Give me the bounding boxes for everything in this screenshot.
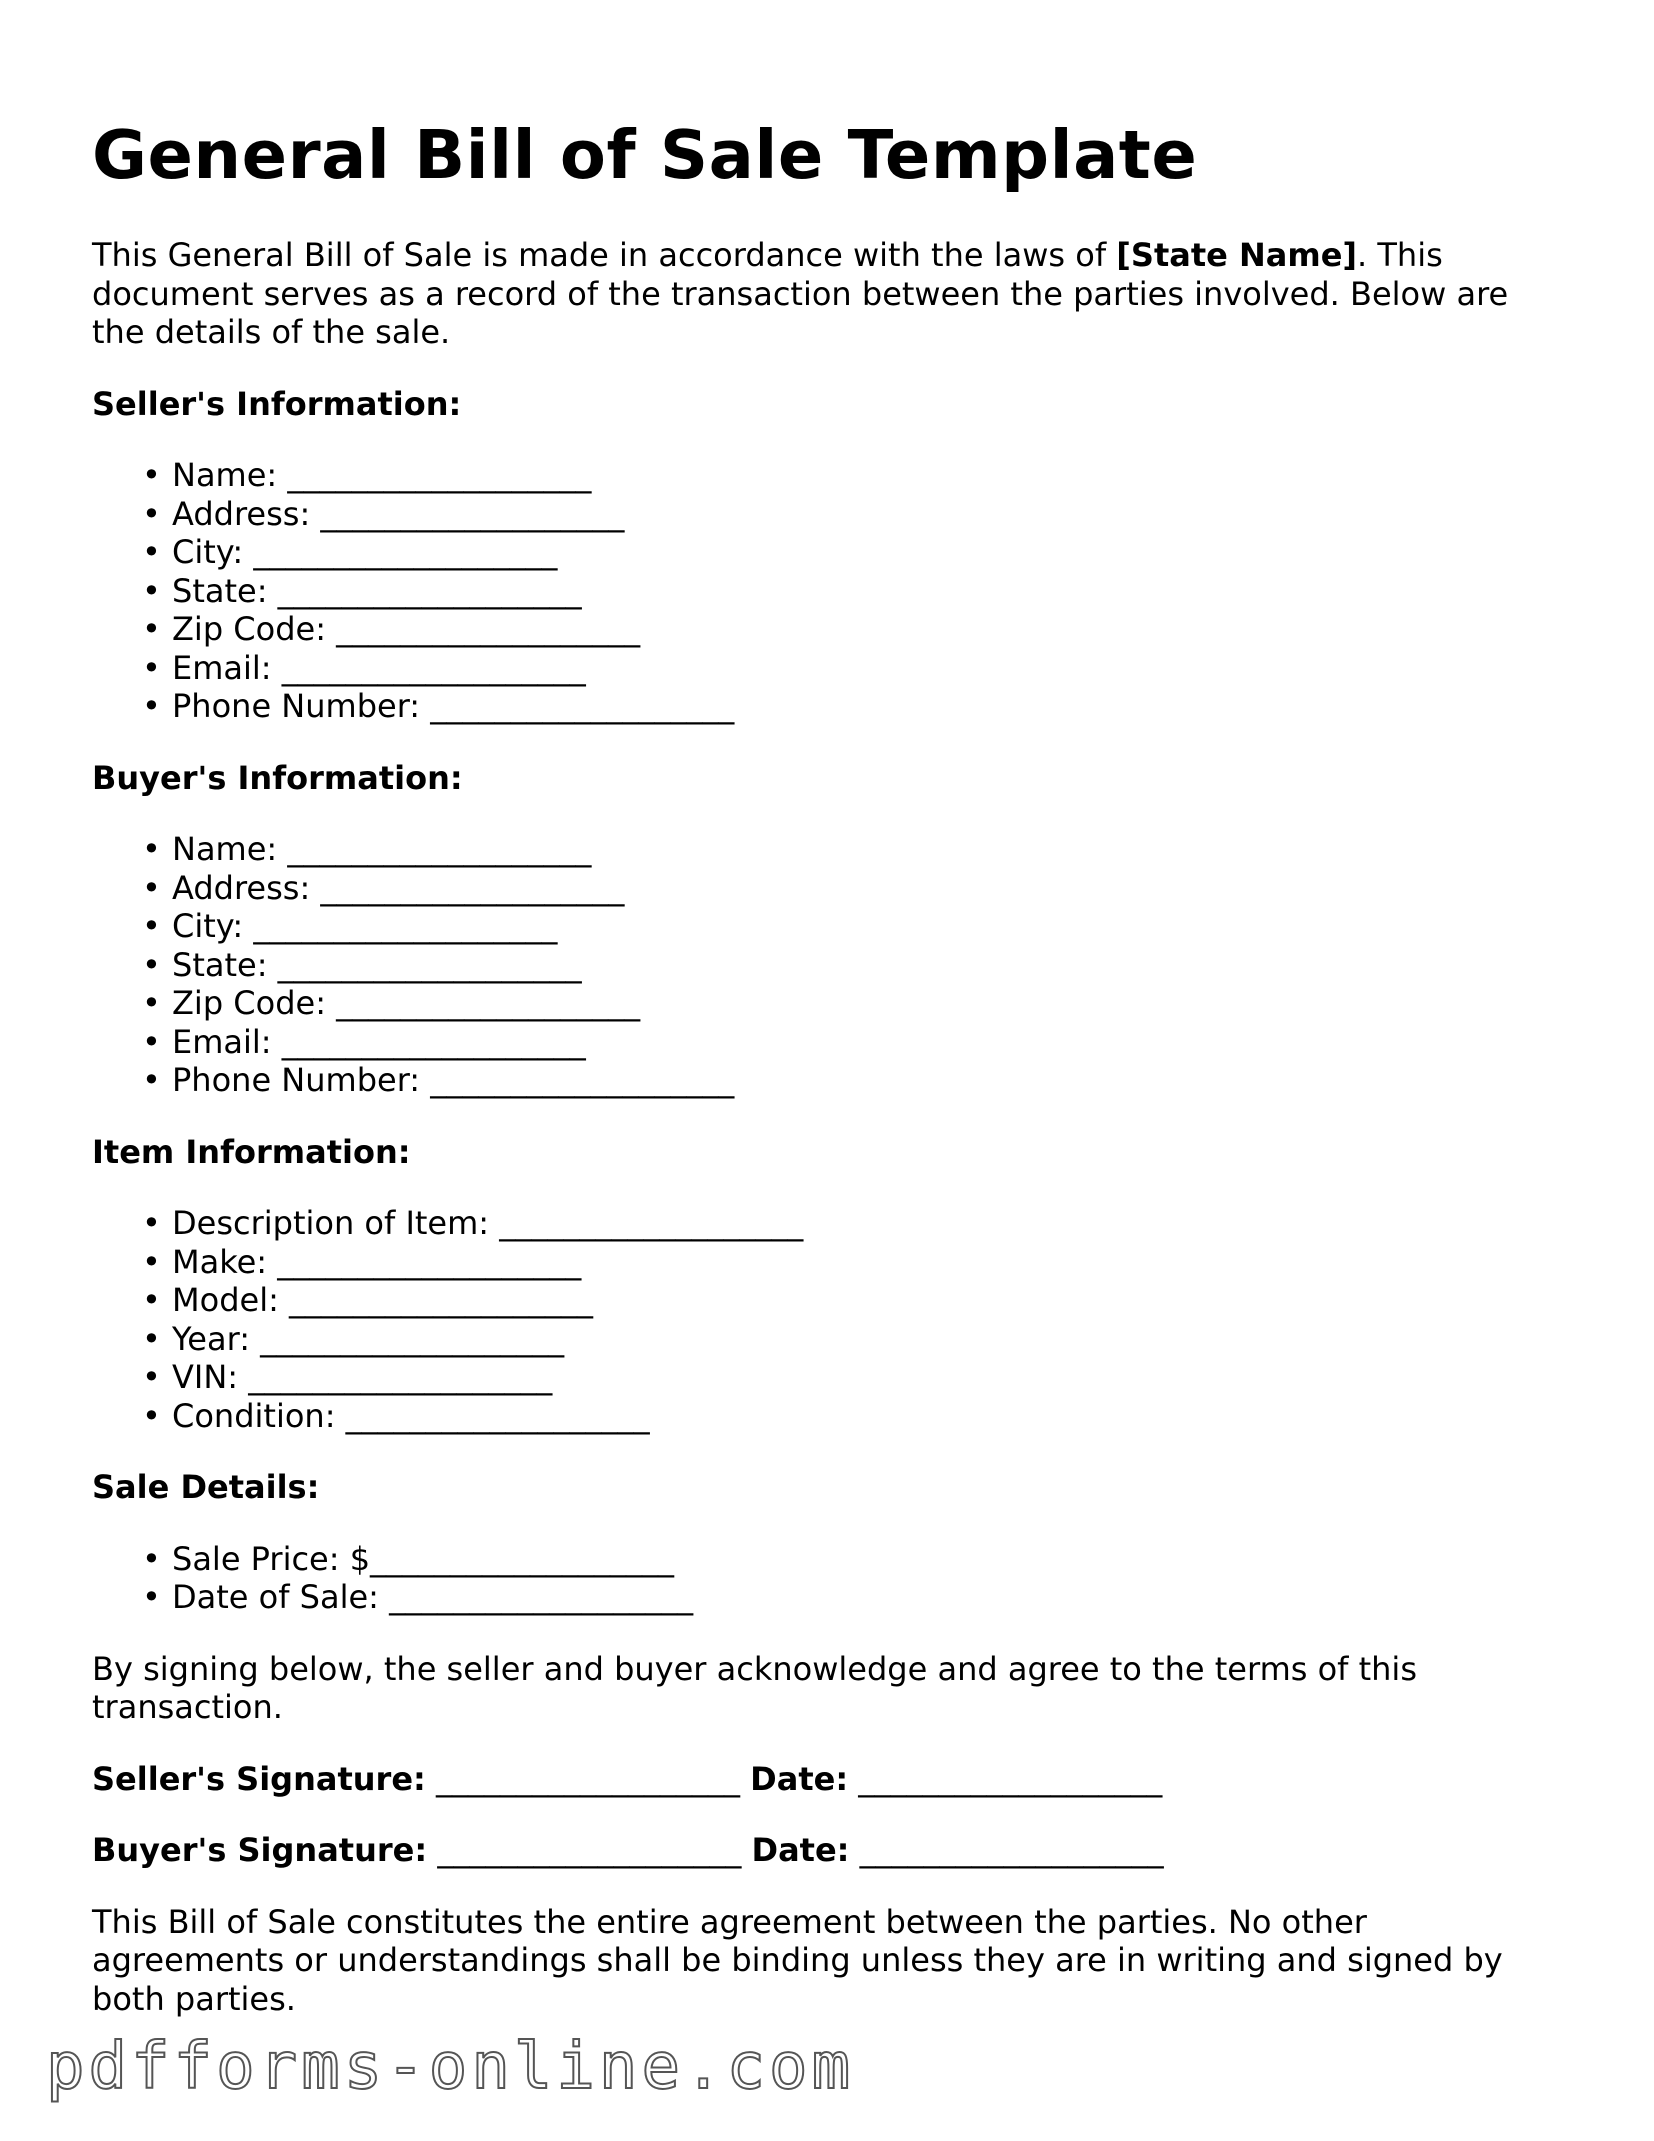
field-label: Sale Price: $ xyxy=(172,1539,371,1578)
field-label: Phone Number: xyxy=(172,687,421,725)
fill-blank: ___________________ xyxy=(345,1396,650,1435)
seller-city-field[interactable] xyxy=(172,533,1572,572)
buyer-signature-label: Buyer's Signature: xyxy=(92,1831,428,1869)
sale-date-field[interactable] xyxy=(172,1578,1572,1617)
field-label: Phone Number: xyxy=(172,1061,421,1099)
field-label: Address: xyxy=(172,868,311,907)
seller-phone-field[interactable] xyxy=(172,687,1572,726)
seller-address-field[interactable] xyxy=(172,495,1572,534)
intro-text-start: This General Bill of Sale is made in accordance with the laws of xyxy=(92,236,1117,274)
sale-fields xyxy=(92,1540,1572,1617)
buyer-signature-line[interactable] xyxy=(92,1831,1572,1870)
fill-blank: ___________________ xyxy=(281,1022,586,1061)
watermark: pdfforms-online.com xyxy=(46,2030,855,2104)
fill-blank: ___________________ xyxy=(499,1204,804,1242)
fill-blank: ___________________ xyxy=(859,1831,1164,1869)
field-label: Condition: xyxy=(172,1396,336,1435)
fill-blank: ___________________ xyxy=(430,687,735,725)
fill-blank: ___________________ xyxy=(277,571,582,610)
item-condition-field[interactable] xyxy=(172,1397,1572,1436)
field-label: Make: xyxy=(172,1242,268,1281)
fill-blank: ___________________ xyxy=(277,1242,582,1281)
field-label: City: xyxy=(172,907,244,945)
item-make-field[interactable] xyxy=(172,1243,1572,1282)
fill-blank: ___________________ xyxy=(253,533,558,571)
item-heading: Item Information: xyxy=(92,1132,411,1171)
intro-paragraph xyxy=(92,236,1552,352)
field-label: Model: xyxy=(172,1281,279,1319)
fill-blank: ___________________ xyxy=(336,984,641,1022)
fill-blank: ___________________ xyxy=(370,1539,675,1578)
buyer-state-field[interactable] xyxy=(172,946,1572,985)
document-page xyxy=(92,110,1572,2018)
field-label: Email: xyxy=(172,648,272,687)
seller-heading: Seller's Information: xyxy=(92,384,462,423)
buyer-heading: Buyer's Information: xyxy=(92,758,463,797)
state-name-placeholder: [State Name] xyxy=(1116,236,1358,274)
item-model-field[interactable] xyxy=(172,1281,1572,1320)
field-label: Zip Code: xyxy=(172,984,326,1022)
acknowledgement-paragraph: By signing below, the seller and buyer acknowledge and agree to the terms of this transaction. xyxy=(92,1649,1417,1726)
fill-blank: ___________________ xyxy=(260,1319,565,1358)
buyer-name-field[interactable] xyxy=(172,830,1572,869)
buyer-phone-field[interactable] xyxy=(172,1061,1572,1100)
seller-state-field[interactable] xyxy=(172,572,1572,611)
field-label: Zip Code: xyxy=(172,610,326,648)
fill-blank: ___________________ xyxy=(435,1759,740,1798)
fill-blank: ___________________ xyxy=(281,648,586,687)
fill-blank: ___________________ xyxy=(320,494,625,533)
field-label: Address: xyxy=(172,494,311,533)
fill-blank: ___________________ xyxy=(336,610,641,648)
fill-blank: ___________________ xyxy=(287,830,592,868)
field-label: Date of Sale: xyxy=(172,1578,379,1616)
seller-name-field[interactable] xyxy=(172,456,1572,495)
item-description-field[interactable] xyxy=(172,1204,1572,1243)
item-fields xyxy=(92,1204,1572,1435)
seller-email-field[interactable] xyxy=(172,649,1572,688)
seller-fields xyxy=(92,456,1572,726)
buyer-date-label: Date: xyxy=(751,1831,850,1869)
field-label: Year: xyxy=(172,1319,250,1358)
buyer-fields xyxy=(92,830,1572,1100)
page-title: General Bill of Sale Template xyxy=(92,116,1198,194)
field-label: VIN: xyxy=(172,1358,239,1396)
fill-blank: ___________________ xyxy=(437,1831,742,1869)
fill-blank: ___________________ xyxy=(858,1759,1163,1798)
fill-blank: ___________________ xyxy=(253,907,558,945)
fill-blank: ___________________ xyxy=(277,945,582,984)
sale-heading: Sale Details: xyxy=(92,1468,320,1506)
fill-blank: ___________________ xyxy=(287,456,592,494)
buyer-address-field[interactable] xyxy=(172,869,1572,908)
field-label: Email: xyxy=(172,1022,272,1061)
seller-zip-field[interactable] xyxy=(172,610,1572,649)
buyer-city-field[interactable] xyxy=(172,907,1572,946)
item-year-field[interactable] xyxy=(172,1320,1572,1359)
fill-blank: ___________________ xyxy=(320,868,625,907)
sale-price-field[interactable] xyxy=(172,1540,1572,1579)
fill-blank: ___________________ xyxy=(248,1358,553,1396)
seller-date-label: Date: xyxy=(750,1759,849,1798)
field-label: City: xyxy=(172,533,244,571)
buyer-email-field[interactable] xyxy=(172,1023,1572,1062)
field-label: State: xyxy=(172,571,268,610)
field-label: Description of Item: xyxy=(172,1204,490,1242)
fill-blank: ___________________ xyxy=(289,1281,594,1319)
item-vin-field[interactable] xyxy=(172,1358,1572,1397)
field-label: Name: xyxy=(172,830,278,868)
field-label: State: xyxy=(172,945,268,984)
fill-blank: ___________________ xyxy=(389,1578,694,1616)
fill-blank: ___________________ xyxy=(430,1061,735,1099)
seller-signature-line[interactable] xyxy=(92,1760,1572,1799)
field-label: Name: xyxy=(172,456,278,494)
buyer-zip-field[interactable] xyxy=(172,984,1572,1023)
closing-paragraph: This Bill of Sale constitutes the entire agreement between the parties. No other agreements or understandings shall be binding unless they are in writing and signed by both parties. xyxy=(92,1902,1503,2018)
seller-signature-label: Seller's Signature: xyxy=(92,1759,426,1798)
intro-text-end: . This document serves as a record of the transaction between the parties involved. Below are the details of the sale. xyxy=(92,236,1509,351)
